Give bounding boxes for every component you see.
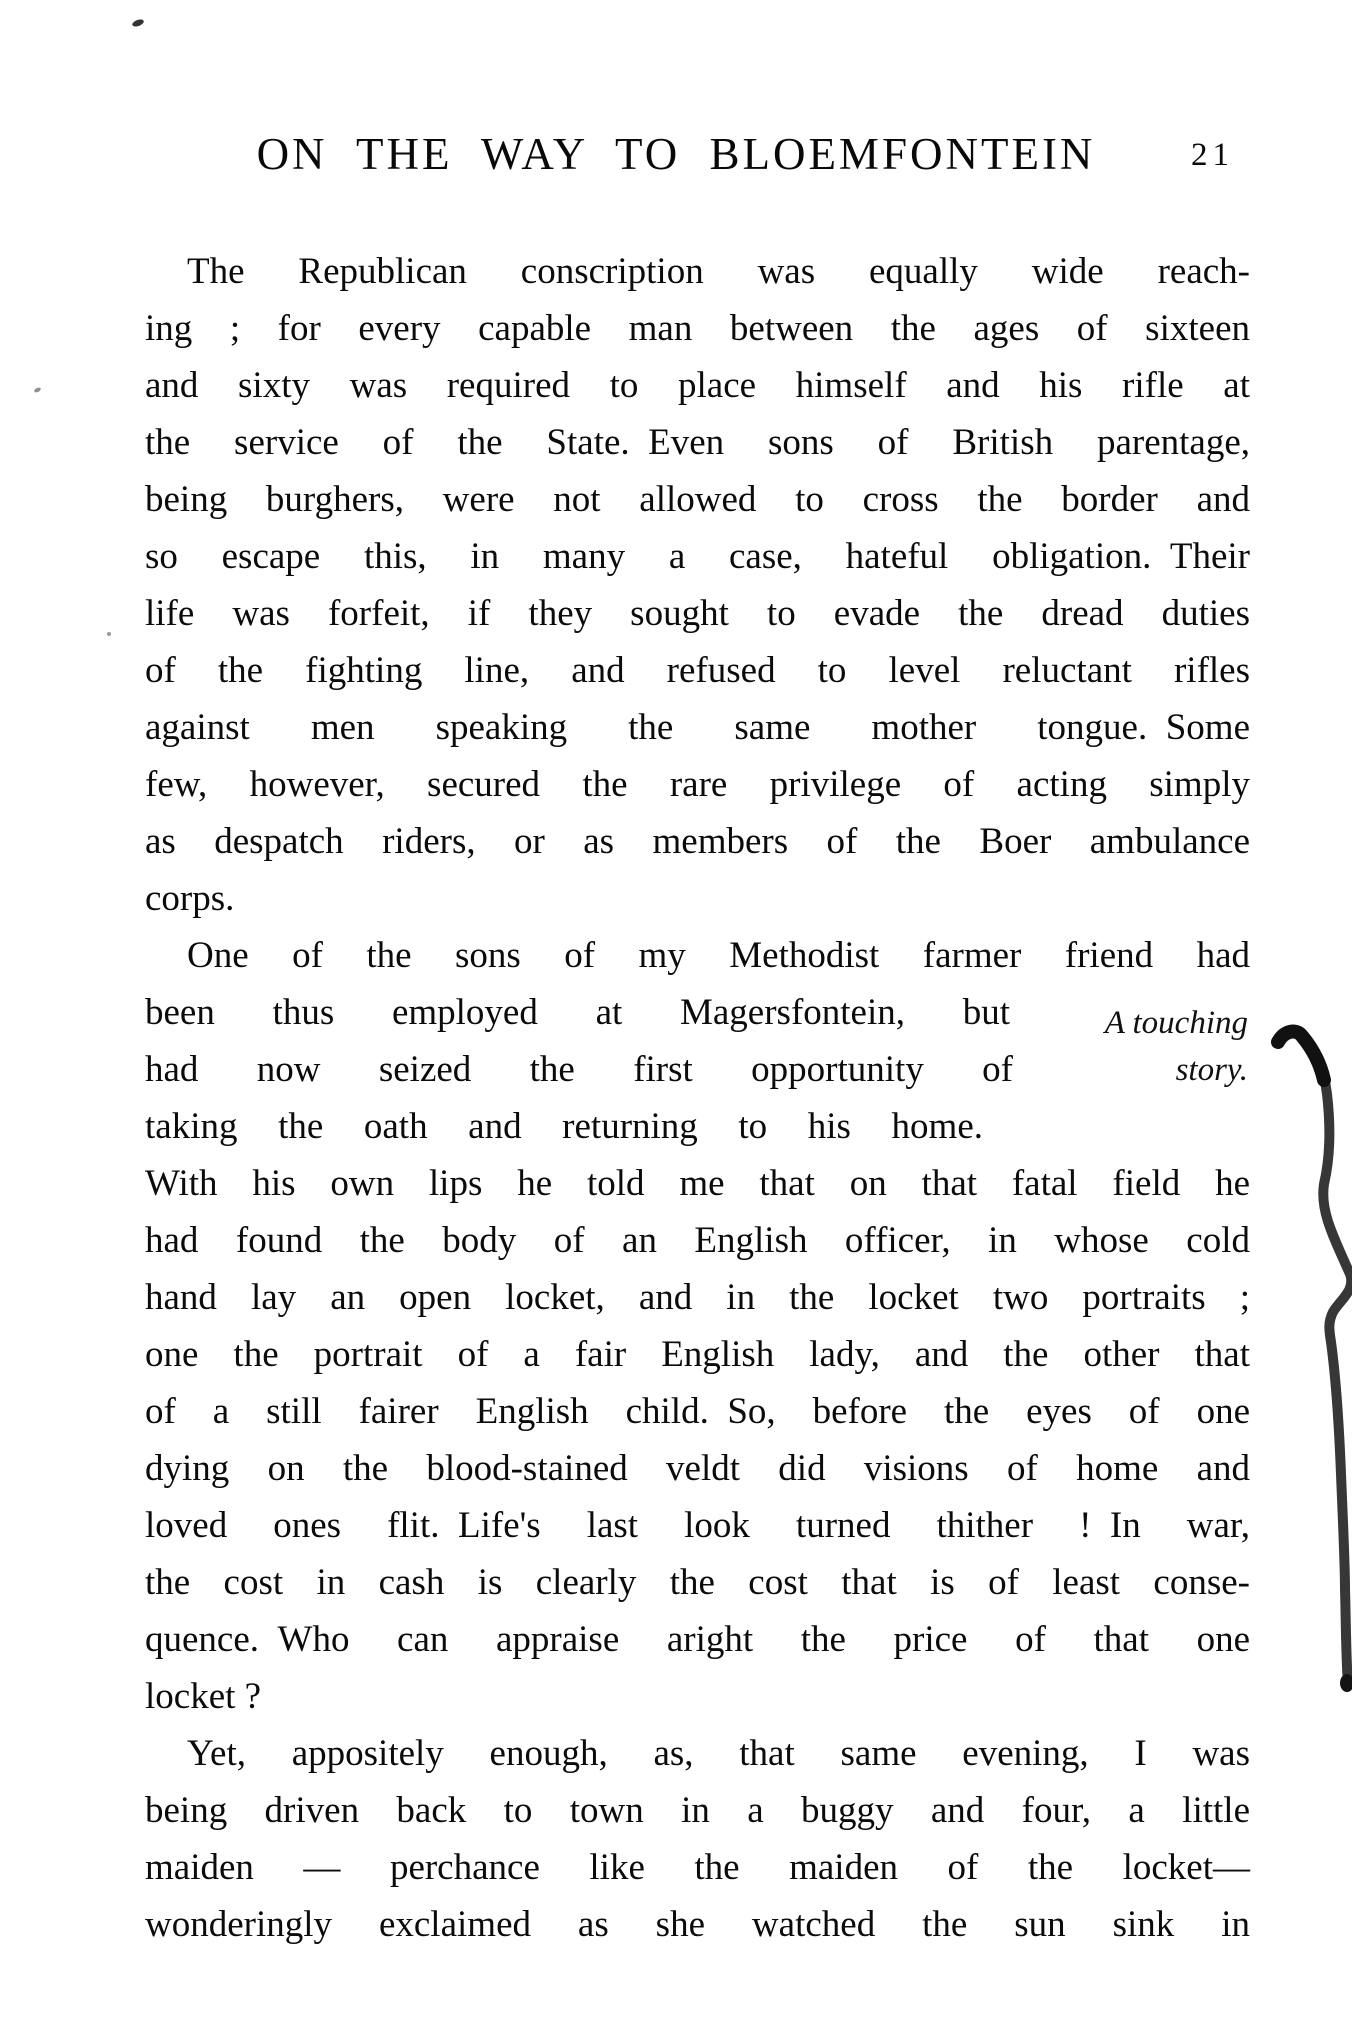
text-line: being driven back to town in a buggy and four, a little	[145, 1790, 1250, 1831]
margin-note-line: story.	[1175, 1052, 1248, 1088]
text-line: as despatch riders, or as members of the Boer ambulance	[145, 821, 1250, 862]
text-line: Yet, appositely enough, as, that same evening, I was	[187, 1733, 1250, 1774]
text-line: life was forfeit, if they sought to evade the dread duties	[145, 593, 1250, 634]
text-line: quence. Who can appraise aright the price of that one	[145, 1619, 1250, 1660]
page-number: 21	[1191, 137, 1234, 173]
text-line: been thus employed at Magersfontein, but	[145, 992, 1010, 1033]
ink-speck	[33, 387, 41, 394]
text-line: had found the body of an English officer, in whose cold	[145, 1220, 1250, 1261]
text-line: loved ones flit. Life's last look turned thither ! In war,	[145, 1505, 1250, 1546]
text-line: being burghers, were not allowed to cross the border and	[145, 479, 1250, 520]
margin-note-line: A touching	[1104, 1005, 1248, 1041]
text-line: one the portrait of a fair English lady, and the other that	[145, 1334, 1250, 1375]
running-head-title: ON THE WAY TO BLOEMFONTEIN	[256, 129, 1096, 179]
text-line: had now seized the first opportunity of	[145, 1049, 1013, 1090]
text-line: corps.	[145, 878, 235, 919]
text-line: taking the oath and returning to his home.	[145, 1106, 983, 1147]
text-line: of a still fairer English child. So, before the eyes of one	[145, 1391, 1250, 1432]
text-line: the cost in cash is clearly the cost that is of least conse-	[145, 1562, 1250, 1603]
text-line: few, however, secured the rare privilege of acting simply	[145, 764, 1250, 805]
text-line: ing ; for every capable man between the ages of sixteen	[145, 308, 1250, 349]
text-line: One of the sons of my Methodist farmer friend had	[187, 935, 1250, 976]
text-line: and sixty was required to place himself and his rifle at	[145, 365, 1250, 406]
text-line: so escape this, in many a case, hateful obligation. Their	[145, 536, 1250, 577]
handwritten-margin-stroke	[1262, 1022, 1352, 1702]
text-line: against men speaking the same mother tongue. Some	[145, 707, 1250, 748]
ink-speck	[131, 18, 144, 28]
page-header	[0, 128, 1352, 188]
text-line: of the fighting line, and refused to level reluctant rifles	[145, 650, 1250, 691]
margin-note	[1018, 1000, 1248, 1094]
text-line: the service of the State. Even sons of British parentage,	[145, 422, 1250, 463]
ink-speck	[107, 632, 111, 636]
text-line: The Republican conscription was equally wide reach-	[187, 251, 1250, 292]
text-line: dying on the blood-stained veldt did visions of home and	[145, 1448, 1250, 1489]
body-text-block	[145, 243, 1250, 1953]
text-line: hand lay an open locket, and in the locket two portraits ;	[145, 1277, 1250, 1318]
text-line: maiden — perchance like the maiden of the locket—	[145, 1847, 1250, 1888]
text-line: With his own lips he told me that on that fatal field he	[145, 1163, 1250, 1204]
text-line: locket ?	[145, 1676, 262, 1717]
text-line: wonderingly exclaimed as she watched the sun sink in	[145, 1904, 1250, 1945]
